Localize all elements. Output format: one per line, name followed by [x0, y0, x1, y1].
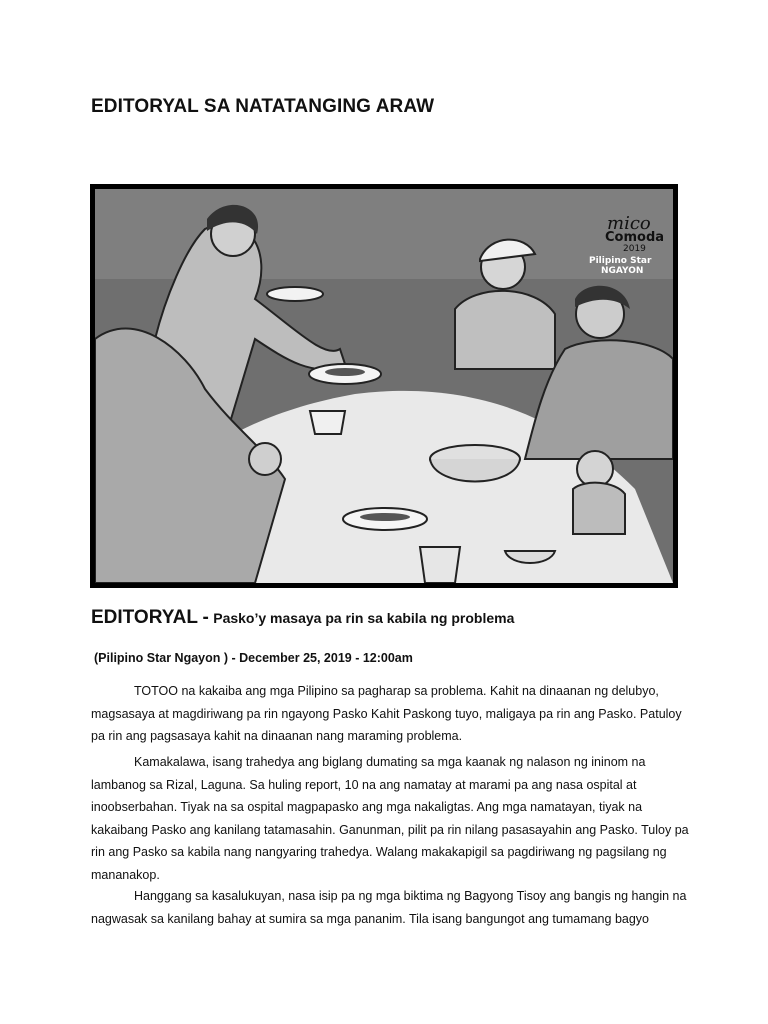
article-headline	[91, 607, 514, 629]
svg-text:Comoda: Comoda	[605, 230, 665, 245]
bowl-small	[310, 411, 345, 434]
article-paragraph: Hanggang sa kasalukuyan, nasa isip pa ng mga biktima ng Bagyong Tisoy ang bangis ng hangin na nagwasak sa kanilang bahay at sumira sa mga pananim. Tila isang bangungot ang tumamang bagyo	[91, 889, 687, 926]
svg-text:NGAYON: NGAYON	[601, 266, 644, 276]
editorial-cartoon	[90, 184, 678, 588]
svg-text:Pilipino Star: Pilipino Star	[589, 256, 652, 266]
svg-text:2019: 2019	[623, 244, 646, 254]
basin-right	[430, 445, 520, 482]
page-title: EDITORYAL SA NATATANGING ARAW	[91, 96, 435, 117]
article-paragraph: TOTOO na kakaiba ang mga Pilipino sa pagharap sa problema. Kahit na dinaanan ng delubyo, magsasaya at magdiriwang pa rin ngayong Pasko Kahit Paskong tuyo, maligaya pa rin ang Pasko. Patuloy pa rin ang pagsasaya kahit na dinaanan nang maraming problema.	[91, 684, 682, 743]
glass	[420, 547, 460, 583]
headline-dash: -	[202, 607, 209, 628]
cartoon-drawing	[95, 189, 673, 583]
plate-held	[267, 287, 323, 301]
headline-kicker: EDITORYAL	[91, 607, 198, 628]
svg-text:mico: mico	[607, 213, 651, 234]
article-byline: (Pilipino Star Ngayon ) - December 25, 2019 - 12:00am	[94, 651, 413, 665]
headline-title: Pasko’y masaya pa rin sa kabila ng problema	[213, 610, 515, 626]
article-paragraph: Kamakalawa, isang trahedya ang biglang dumating sa mga kaanak ng nalason ng ininom na lambanog sa Rizal, Laguna. Sa huling report, 10 na ang namatay at marami pa ang nasa ospital at inoobserbahan. Tiyak na sa ospital magpapasko ang mga nakaligtas. Ang mga namatayan, tiyak na kakaibang Pasko ang kanilang tatamasahin. Ganunman, pilit pa rin nilang pasasayahin ang Pasko. Tuloy pa rin ang Pasko sa kabila nang nangyaring trahedya. Walang makakapigil sa pagdiriwang ng pagsilang ng mananakop.	[91, 755, 689, 882]
